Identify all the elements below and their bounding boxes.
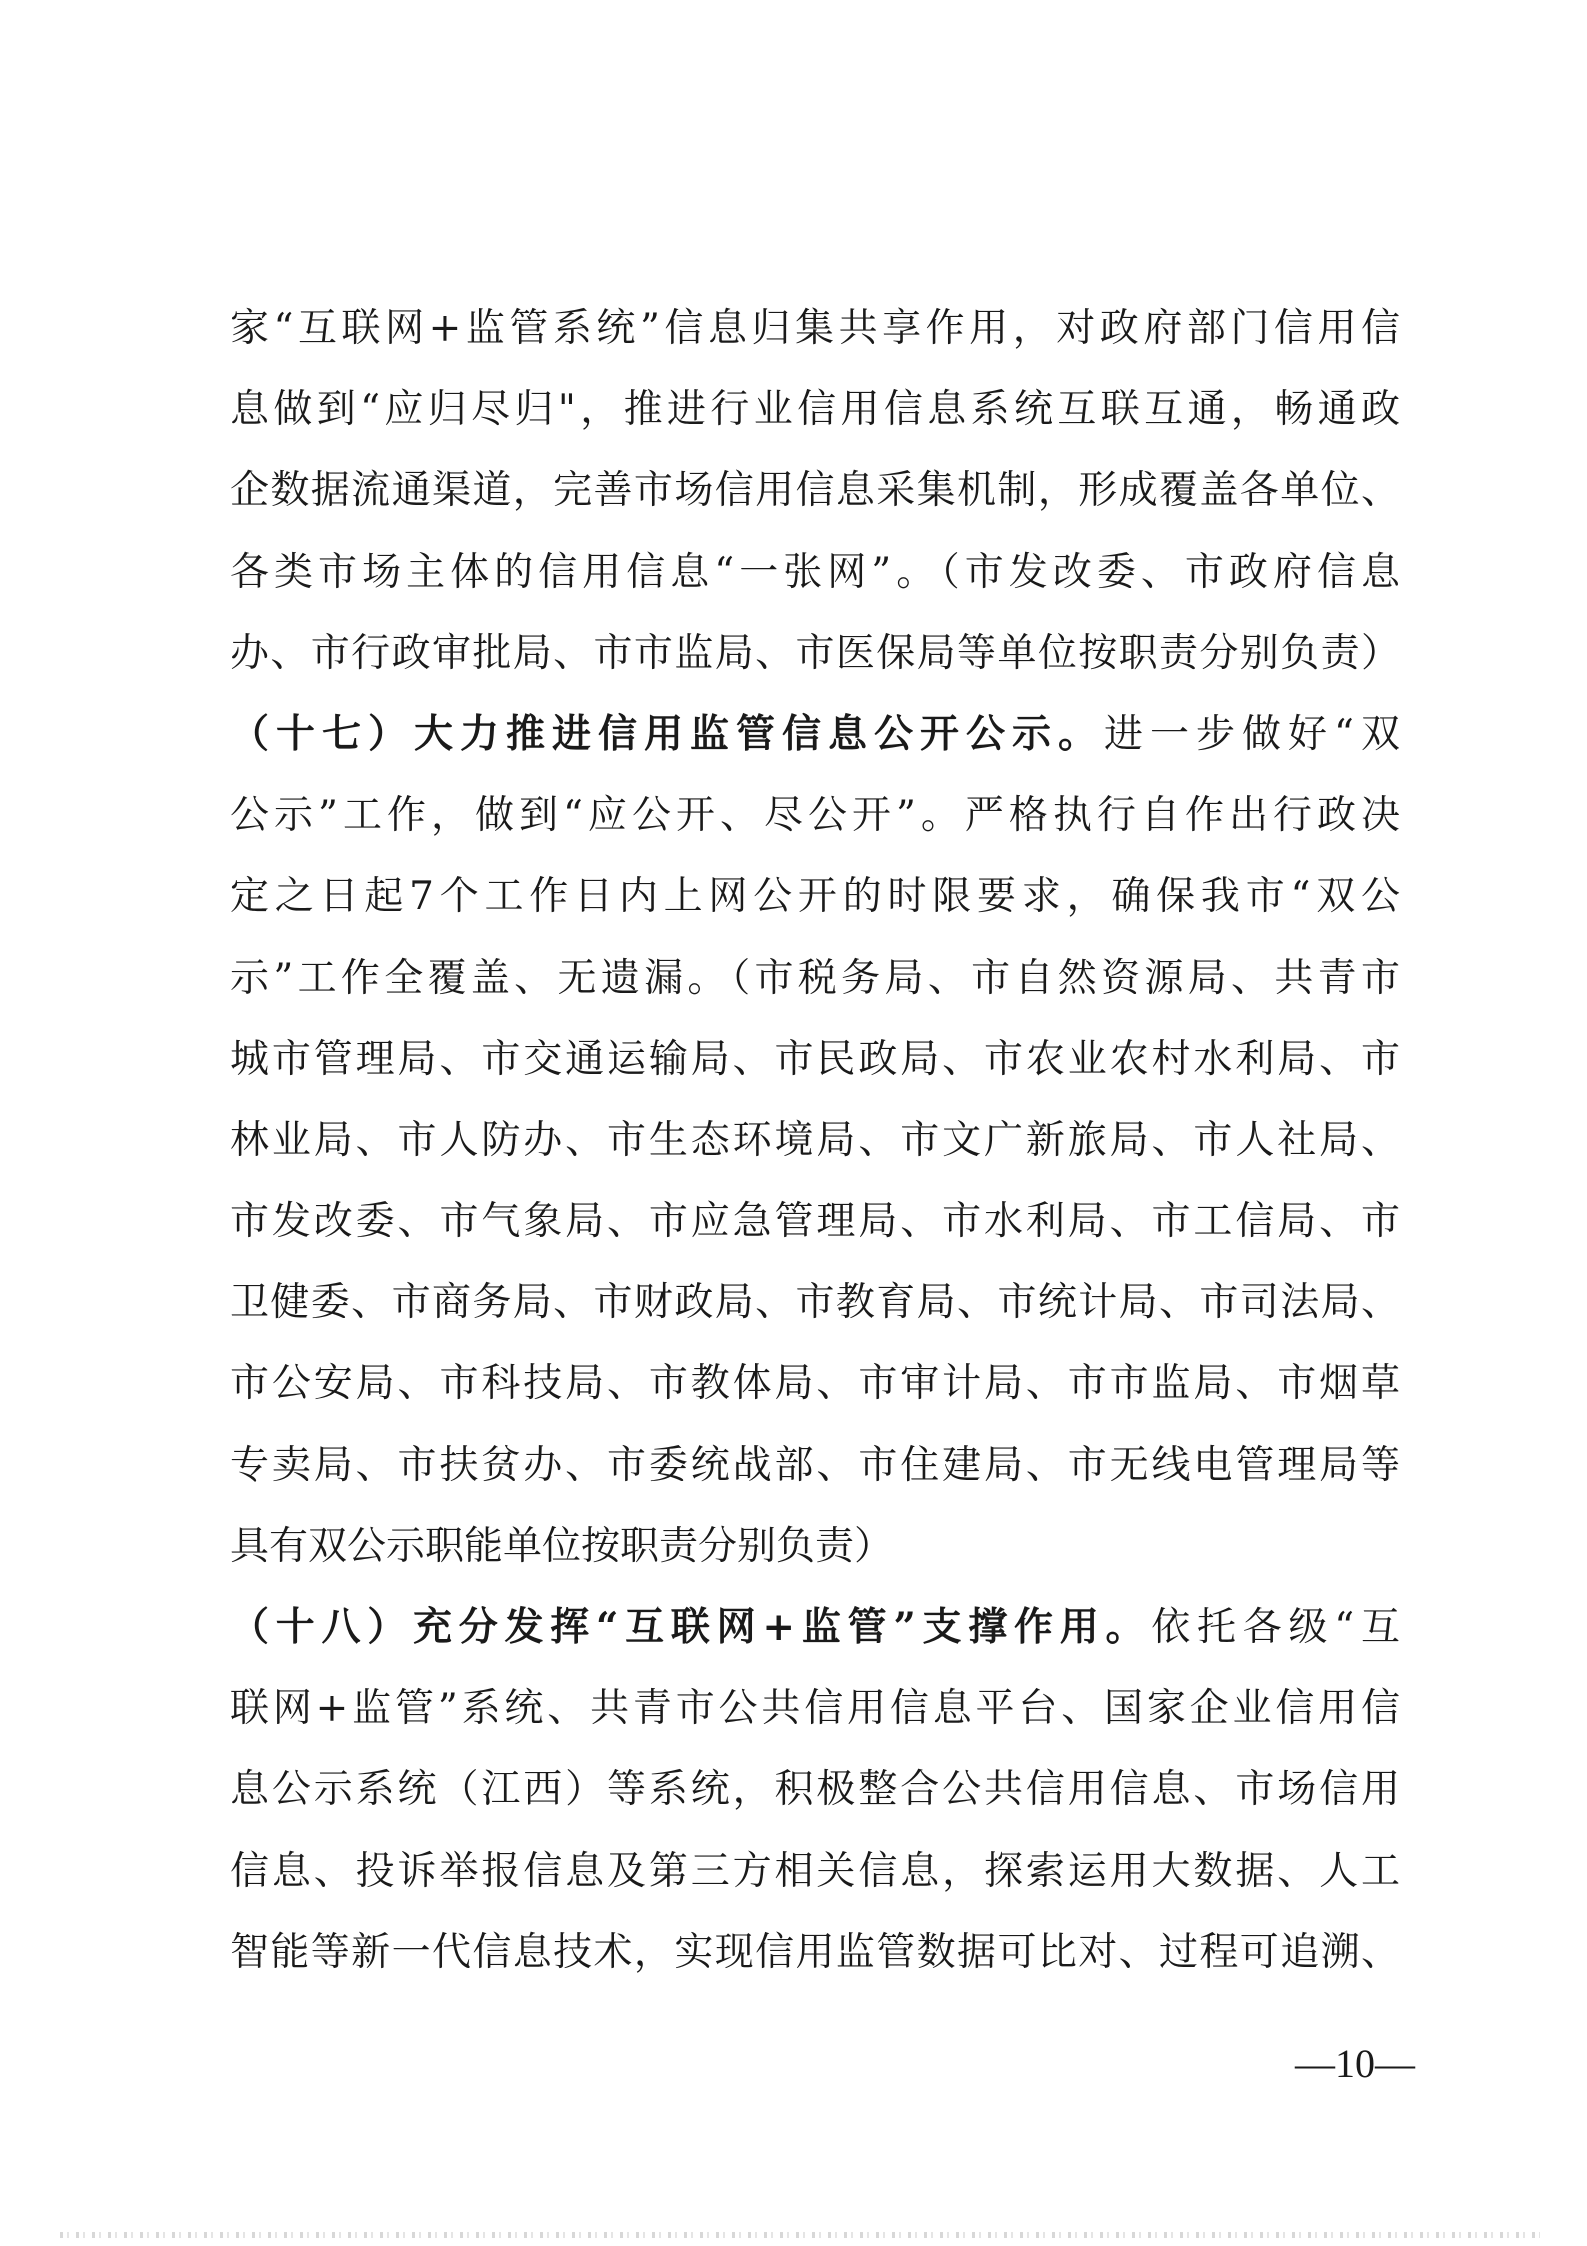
paragraph-line: 联网+监管”系统、共青市公共信用信息平台、国家企业信用信 — [230, 1686, 1400, 1732]
paragraph-line: 办、市行政审批局、市市监局、市医保局等单位按职责分别负责） — [230, 630, 1400, 676]
section-17-heading: （十七）大力推进信用监管信息公开公示。 — [230, 710, 1105, 757]
paragraph-line: 城市管理局、市交通运输局、市民政局、市农业农村水利局、市 — [230, 1036, 1400, 1082]
paragraph-line: 具有双公示职能单位按职责分别负责） — [230, 1523, 894, 1569]
paragraph-line: 家“互联网+监管系统”信息归集共享作用，对政府部门信用信 — [230, 306, 1400, 351]
section-18-heading: （十八）充分发挥“互联网+监管”支撑作用。 — [230, 1604, 1152, 1650]
body-text — [230, 288, 1400, 1993]
section-18-first-line-text: 依托各级“互 — [1151, 1605, 1400, 1650]
section-18-first-line — [230, 1587, 1400, 1668]
paragraph-line: 示”工作全覆盖、无遗漏。（市税务局、市自然资源局、共青市 — [230, 955, 1400, 1001]
section-17-first-line — [230, 694, 1400, 775]
paragraph-line: 市公安局、市科技局、市教体局、市审计局、市市监局、市烟草 — [230, 1361, 1400, 1407]
section-17-first-line-text: 进一步做好“双 — [1104, 711, 1400, 757]
paragraph-line: 公示”工作，做到“应公开、尽公开”。严格执行自作出行政决 — [230, 793, 1400, 839]
paragraph-line: 定之日起7个工作日内上网公开的时限要求，确保我市“双公 — [230, 874, 1400, 920]
paragraph-line: 智能等新一代信息技术，实现信用监管数据可比对、过程可追溯、 — [230, 1929, 1400, 1975]
paragraph-line: 企数据流通渠道，完善市场信用信息采集机制，形成覆盖各单位、 — [230, 468, 1400, 514]
paragraph-line: 各类市场主体的信用信息“一张网”。（市发改委、市政府信息 — [230, 549, 1400, 595]
paragraph-line: 信息、投诉举报信息及第三方相关信息，探索运用大数据、人工 — [230, 1848, 1400, 1894]
paragraph-line: 林业局、市人防办、市生态环境局、市文广新旅局、市人社局、 — [230, 1117, 1400, 1163]
paragraph-line: 卫健委、市商务局、市财政局、市教育局、市统计局、市司法局、 — [230, 1280, 1400, 1326]
paragraph-line: 息公示系统（江西）等系统，积极整合公共信用信息、市场信用 — [230, 1767, 1400, 1813]
paragraph-line: 市发改委、市气象局、市应急管理局、市水利局、市工信局、市 — [230, 1199, 1400, 1245]
scan-edge-artifact — [60, 2232, 1540, 2238]
page-number: —10— — [1295, 2041, 1415, 2086]
paragraph-line: 专卖局、市扶贫办、市委统战部、市住建局、市无线电管理局等 — [230, 1442, 1400, 1488]
paragraph-line: 息做到“应归尽归"，推进行业信用信息系统互联互通，畅通政 — [230, 387, 1400, 433]
